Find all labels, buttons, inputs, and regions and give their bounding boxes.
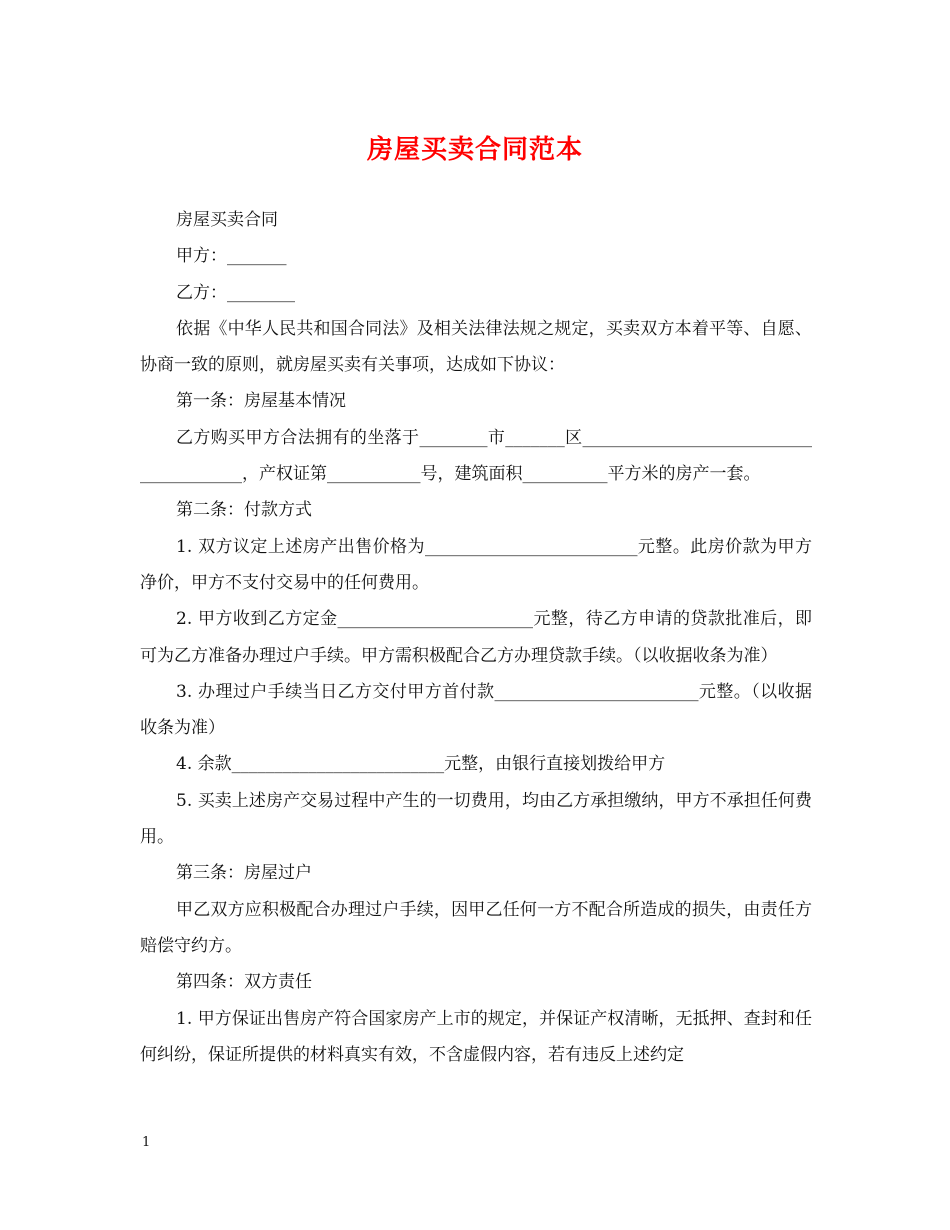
paragraph-contract-heading: 房屋买卖合同 [176, 210, 278, 230]
document-body [140, 202, 812, 1073]
payment-item-2: 2. 甲方收到乙方定金_______________________元整，待乙方申请的贷款批准后，即可为乙方准备办理过户手续。甲方需积极配合乙方办理贷款手续。（以收据收条为准） [140, 609, 812, 666]
paragraph-property-info: 乙方购买甲方合法拥有的坐落于________市_______区_______________________________________，产权证第___________号，建筑面积__________平方米的房产一套。 [140, 427, 812, 485]
article-heading-4: 第四条：双方责任 [176, 972, 312, 993]
payment-item-5: 5. 买卖上述房产交易过程中产生的一切费用，均由乙方承担缴纳，甲方不承担任何费用。 [140, 790, 812, 848]
article-heading-3: 第三条：房屋过户 [176, 863, 312, 884]
responsibility-item-1: 1. 甲方保证出售房产符合国家房产上市的规定，并保证产权清晰，无抵押、查封和任何纠纷，保证所提供的材料真实有效，不含虚假内容，若有违反上述约定 [140, 1008, 812, 1065]
document-title: 房屋买卖合同范本 [366, 135, 583, 165]
payment-item-4: 4. 余款_________________________元整，由银行直接划拨给甲方 [176, 754, 666, 775]
payment-item-1: 1. 双方议定上述房产出售价格为_________________________元整。此房价款为甲方净价，甲方不支付交易中的任何费用。 [140, 536, 812, 593]
paragraph-preamble: 依据《中华人民共和国合同法》及相关法律法规之规定，买卖双方本着平等、自愿、协商一致的原则，就房屋买卖有关事项，达成如下协议： [140, 318, 812, 376]
paragraph-transfer: 甲乙双方应积极配合办理过户手续，因甲乙任何一方不配合所造成的损失，由责任方赔偿守约方。 [140, 899, 812, 956]
article-heading-2: 第二条：付款方式 [176, 500, 312, 521]
payment-item-3: 3. 办理过户手续当日乙方交付甲方首付款________________________元整。（以收据收条为准） [140, 681, 812, 739]
paragraph-party-a: 甲方：_______ [176, 246, 287, 267]
paragraph-party-b: 乙方：________ [176, 282, 295, 303]
page-number: 1 [142, 1135, 151, 1150]
article-heading-1: 第一条：房屋基本情况 [176, 391, 346, 412]
